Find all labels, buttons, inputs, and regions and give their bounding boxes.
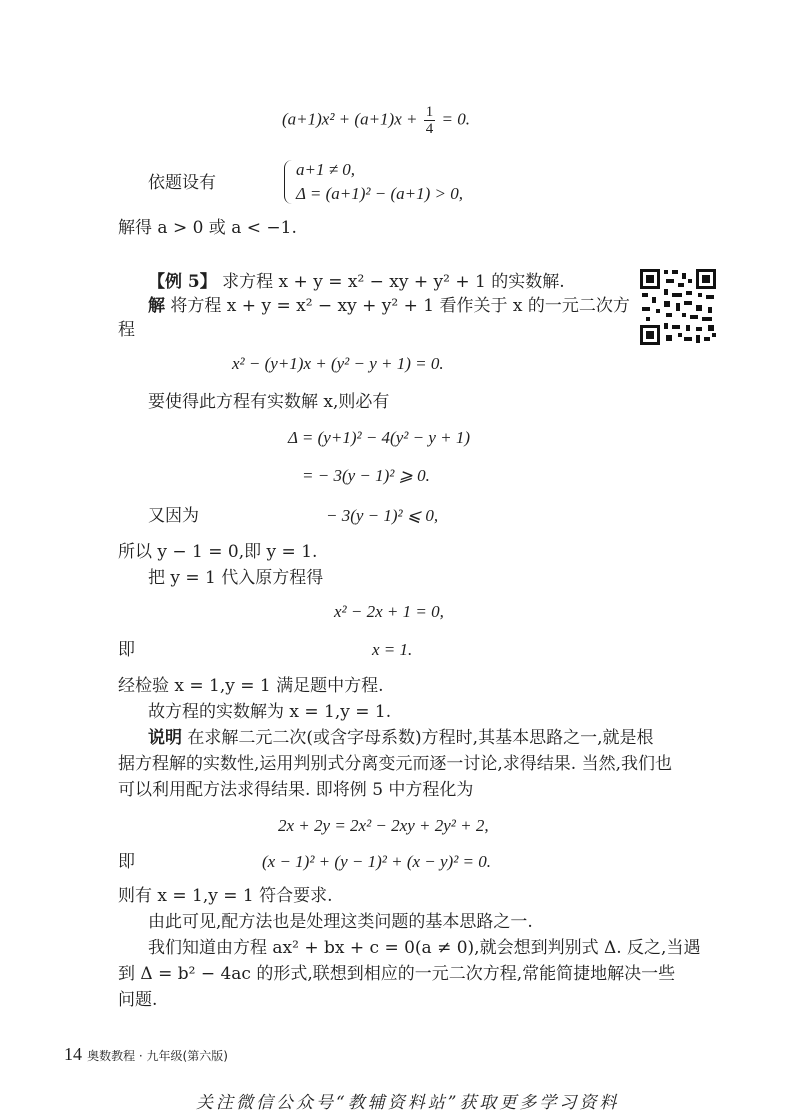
cond-line1: a+1 ≠ 0, [296, 160, 356, 179]
example-question: 求方程 x + y = x² − xy + y² + 1 的实数解. [222, 272, 565, 292]
substitute-line: 把 y = 1 代入原方程得 [148, 568, 324, 588]
note-text-1: 在求解二元二次(或含字母系数)方程时,其基本思路之一,就是根 [187, 728, 654, 748]
example-tag: 【例 5】 [148, 272, 217, 292]
watermark-text: 关注微信公众号“教辅资料站”获取更多学习资料 [196, 1093, 620, 1113]
eq-top-left: (a+1)x² + (a+1)x + [282, 109, 422, 129]
frac-numerator: 1 [425, 104, 434, 120]
so-line: 所以 y − 1 = 0,即 y = 1. [118, 542, 318, 562]
note-label: 说明 [148, 728, 182, 748]
ji-label-1: 即 [118, 640, 135, 660]
hence-line: 由此可见,配方法也是处理这类问题的基本思路之一. [148, 912, 533, 932]
answer-line: 故方程的实数解为 x = 1,y = 1. [148, 702, 392, 722]
equation-substituted: x² − 2x + 1 = 0, [334, 602, 444, 621]
then-line: 则有 x = 1,y = 1 符合要求. [118, 886, 333, 906]
equation-delta-2: = − 3(y − 1)² ⩾ 0. [302, 466, 430, 485]
equation-quadratic: x² − (y+1)x + (y² − y + 1) = 0. [232, 354, 444, 373]
note-line-3: 可以利用配方法求得结果. 即将例 5 中方程化为 [118, 780, 474, 800]
eq-top-right: = 0. [437, 109, 470, 129]
cond-label: 依题设有 [148, 173, 216, 193]
cond-line2: Δ = (a+1)² − (a+1) > 0, [296, 184, 464, 203]
equation-note-b: (x − 1)² + (y − 1)² + (x − y)² = 0. [262, 852, 492, 871]
qr-code-icon [638, 267, 718, 347]
need-real-line: 要使得此方程有实数解 x,则必有 [148, 392, 390, 412]
page-number: 14 [64, 1044, 82, 1064]
solve-result: 解得 a > 0 或 a < −1. [118, 218, 297, 238]
solution-wrap: 程 [118, 320, 135, 340]
book-title: 奥数教程 · 九年级(第六版) [87, 1049, 228, 1063]
equation-delta-1: Δ = (y+1)² − 4(y² − y + 1) [288, 428, 471, 447]
note-line-1 [148, 728, 653, 748]
para-line-2: 到 Δ = b² − 4ac 的形式,联想到相应的一元二次方程,常能简捷地解决一些 [118, 964, 676, 984]
example-line [148, 272, 565, 292]
fraction-quarter [424, 104, 436, 137]
equation-top [282, 104, 470, 137]
para-line-1: 我们知道由方程 ax² + bx + c = 0(a ≠ 0),就会想到判别式 Δ. 反之,当遇 [148, 938, 701, 958]
equation-x: x = 1. [372, 640, 413, 659]
equation-also: − 3(y − 1)² ⩽ 0, [326, 506, 439, 525]
frac-denominator: 4 [425, 121, 434, 137]
page-footer [64, 1044, 228, 1065]
solution-text: 将方程 x + y = x² − xy + y² + 1 看作关于 x 的一元二次方 [170, 296, 630, 316]
ji-label-2: 即 [118, 852, 135, 872]
brace [284, 160, 295, 204]
equation-note-a: 2x + 2y = 2x² − 2xy + 2y² + 2, [278, 816, 489, 835]
solution-label: 解 [148, 296, 165, 316]
check-line: 经检验 x = 1,y = 1 满足题中方程. [118, 676, 384, 696]
also-label: 又因为 [148, 506, 199, 526]
solution-line [148, 296, 630, 316]
note-line-2: 据方程解的实数性,运用判别式分离变元而逐一讨论,求得结果. 当然,我们也 [118, 754, 673, 774]
para-line-3: 问题. [118, 990, 158, 1010]
